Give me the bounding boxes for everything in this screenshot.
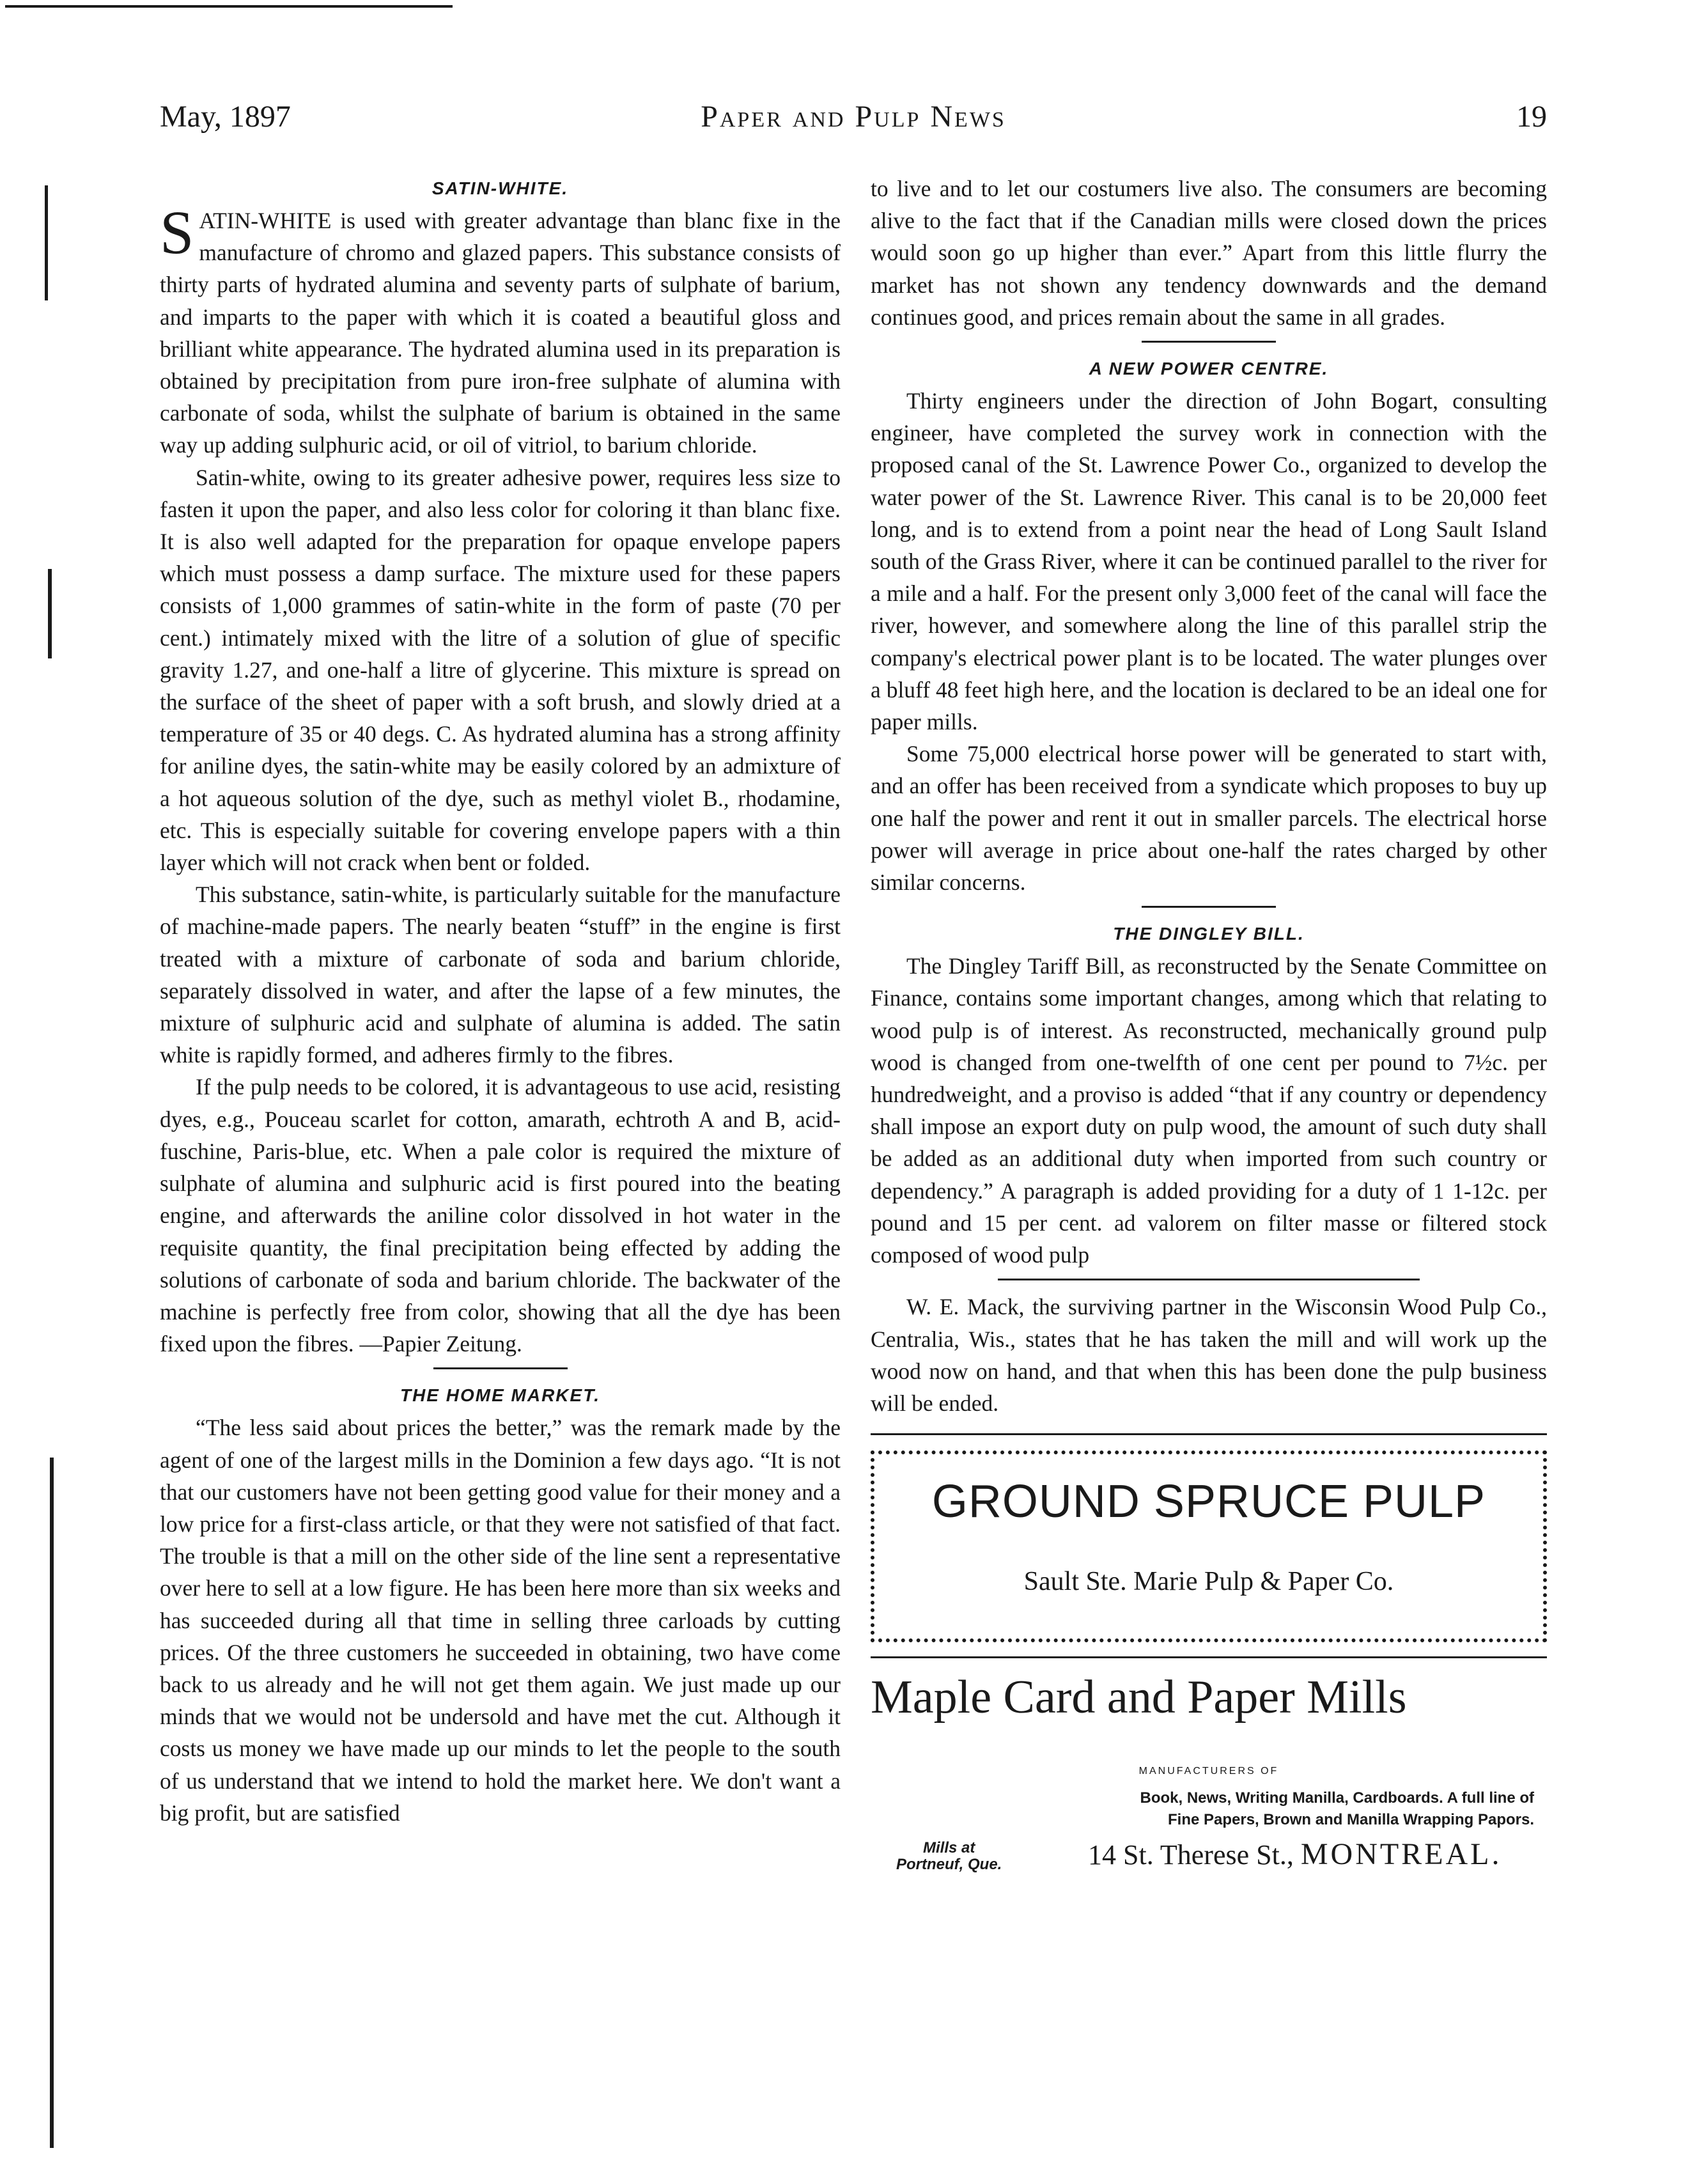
ad-subtitle: Sault Ste. Marie Pulp & Paper Co. <box>1023 1567 1394 1597</box>
scan-mark <box>50 1458 54 2148</box>
right-column <box>871 173 1547 1885</box>
paragraph-text: ATIN-WHITE is used with greater advantage than blanc fixe in the manufacture of chromo and glazed papers. This substance consists of thirty parts of hydrated alumina and seventy parts of sulphate of barium, and imparts to the paper with which it is coated a beautiful gloss and brilliant white appearance. The hydrated alumina used in its preparation is obtained by precipitation from pure iron-free sulphate of alumina with carbonate of soda, whilst the sulphate of barium is obtained in the same way up adding sulphuric acid, or oil of vitriol, to barium chloride. <box>160 208 841 458</box>
article-paragraph: “The less said about prices the better,” was the remark made by the agent of one of the largest mills in the Dominion a few days ago. “It is not that our customers have not been getting good value for their money and a low price for a first-class article, or that they were not satisfied of that fact. The trouble is that a mill on the other side of the line sent a representative over here to sell at a low figure. He has been here more than six weeks and has succeeded during all that time in selling three carloads by cutting prices. Of the three customers he succeeded in obtaining, two have come back to us already and he will not get them again. We just made up our minds that we would not be undersold and have met the cut. Although it costs us money we have made up our minds to let the people to the south of us understand that we intend to hold the market here. We don't want a big profit, but are satisfied <box>160 1415 841 1826</box>
article-paragraph: This substance, satin-white, is particularly suitable for the manufacture of machine-made papers. The nearly beaten “stuff” in the engine is first treated with a mixture of carbonate of soda and barium chloride, separately dissolved in water, and after the lapse of a few minutes, the mixture of sulphuric acid and sulphate of alumina is added. The satin white is rapidly formed, and adheres firmly to the fibres. <box>160 882 841 1068</box>
scan-mark <box>0 0 9 2178</box>
section-divider <box>433 1367 568 1369</box>
ad-divider <box>871 1433 1547 1435</box>
ad-products-line: Book, News, Writing Manilla, Cardboards. A full line of <box>1140 1789 1534 1807</box>
advertisement-ground-spruce-pulp <box>871 1451 1547 1642</box>
article-paragraph: Thirty engineers under the direction of John Bogart, consulting engineer, have completed the survey work in connection with the proposed canal of the St. Lawrence Power Co., organized to develop the water power of the St. Lawrence River. This canal is to be 20,000 feet long, and is to extend from a point near the head of Long Sault Island south of the Grass River, where it can be continued parallel to the river for a mile and a half. For the present only 3,000 feet of the canal will face the river, however, and somewhere along the line of this parallel strip the company's electrical power plant is to be located. The water plunges over a bluff 48 feet high here, and the location is declared to be an ideal one for paper mills. <box>871 388 1547 735</box>
section-divider <box>1142 906 1276 908</box>
ad-mills-place: Portneuf, Que. <box>896 1856 1002 1874</box>
scan-mark <box>48 569 52 658</box>
scan-mark <box>5 5 453 8</box>
section-title-dingley-bill: THE DINGLEY BILL. <box>1113 924 1305 944</box>
issue-date: May, 1897 <box>160 100 291 134</box>
article-paragraph: to live and to let our costumers live also. The consumers are becoming alive to the fact that if the Canadian mills were closed down the prices would soon go up higher than ever.” Apart from this little flurry the market has not shown any tendency downwards and the demand continues good, and prices remain about the same in all grades. <box>871 176 1547 330</box>
ad-mills-label: Mills at <box>922 1839 975 1857</box>
ad-address <box>1088 1839 1502 1871</box>
article-paragraph: If the pulp needs to be colored, it is advantageous to use acid, resisting dyes, e.g., Pouceau scarlet for cotton, amarath, echtroth A and B, acid-fuschine, Paris-blue, etc. When a pale color is required the mixture of sulphate of alumina and sulphuric acid is first poured into the beating engine, and afterwards the aniline color dissolved in hot water in the requisite quantity, the final precipitation being effected by adding the solutions of carbonate of soda and barium chloride. The backwater of the machine is perfectly free from color, showing that all the dye has been fixed upon the fibres. —Papier Zeitung. <box>160 1074 841 1357</box>
article-paragraph: The Dingley Tariff Bill, as reconstructed by the Senate Committee on Finance, contains some important changes, among which that relating to wood pulp is of interest. As reconstructed, mechanically ground pulp wood is changed from one-twelfth of one cent per pound to 7½c. per hundredweight, and a proviso is added “that if any country or dependency shall impose an export duty on pulp wood, the amount of such duty shall be added as an additional duty when imported from such country or dependency.” A paragraph is added providing for a duty of 1 1-12c. per pound and 15 per cent. ad valorem on filter masse or filtered stock composed of wood pulp <box>871 953 1547 1268</box>
article-paragraph: Satin-white, owing to its greater adhesive power, requires less size to fasten it upon the paper, and also less color for coloring it than blanc fixe. It is also well adapted for the preparation for opaque envelope papers which must possess a damp surface. The mixture used for these papers consists of 1,000 grammes of satin-white in the form of paste (70 per cent.) intimately mixed with the litre of a solution of glue of specific gravity 1.27, and one-half a litre of glycerine. This mixture is spread on the surface of the sheet of paper with a soft brush, and slowly dried at a temperature of 35 or 40 degs. C. As hydrated alumina has a strong affinity for aniline dyes, the satin-white may be easily colored by an admixture of a hot aqueous solution of the dye, such as methyl violet B., rhodamine, etc. This is especially suitable for covering envelope papers with a thin layer which will not crack when bent or folded. <box>160 464 841 876</box>
publication-title: Paper and Pulp News <box>701 100 1006 134</box>
ad-title: GROUND SPRUCE PULP <box>931 1476 1486 1528</box>
ad-title: Maple Card and Paper Mills <box>871 1671 1407 1724</box>
ad-divider <box>871 1656 1547 1658</box>
scan-mark <box>45 185 48 300</box>
section-title-new-power-centre: A NEW POWER CENTRE. <box>1089 359 1329 379</box>
section-divider <box>1142 341 1276 343</box>
ad-street: 14 St. Therese St., <box>1088 1839 1294 1871</box>
article-paragraph <box>160 198 841 462</box>
section-title-home-market: THE HOME MARKET. <box>400 1385 601 1406</box>
ad-city: MONTREAL. <box>1300 1837 1502 1872</box>
page-header <box>160 99 1547 150</box>
ad-manufacturers-label: MANUFACTURERS OF <box>1138 1766 1279 1777</box>
section-title-satin-white: SATIN-WHITE. <box>431 178 569 198</box>
advertisement-maple-card <box>871 1671 1547 1885</box>
section-divider <box>998 1279 1420 1280</box>
article-paragraph: Some 75,000 electrical horse power will be generated to start with, and an offer has been received from a syndicate which proposes to buy up one half the power and rent it out in smaller parcels. The electrical horse power will average in price about one-half the rates charged by other similar concerns. <box>871 741 1547 896</box>
page-number: 19 <box>1516 100 1547 134</box>
ad-products-line: Fine Papers, Brown and Manilla Wrapping Papors. <box>1168 1811 1534 1829</box>
left-column <box>160 173 841 1829</box>
ad-mills-location <box>896 1840 1002 1873</box>
article-paragraph: W. E. Mack, the surviving partner in the Wisconsin Wood Pulp Co., Centralia, Wis., states that he has taken the mill and will work up the wood now on hand, and that when this has been done the pulp business will be ended. <box>871 1294 1547 1416</box>
drop-cap: S <box>160 198 194 267</box>
